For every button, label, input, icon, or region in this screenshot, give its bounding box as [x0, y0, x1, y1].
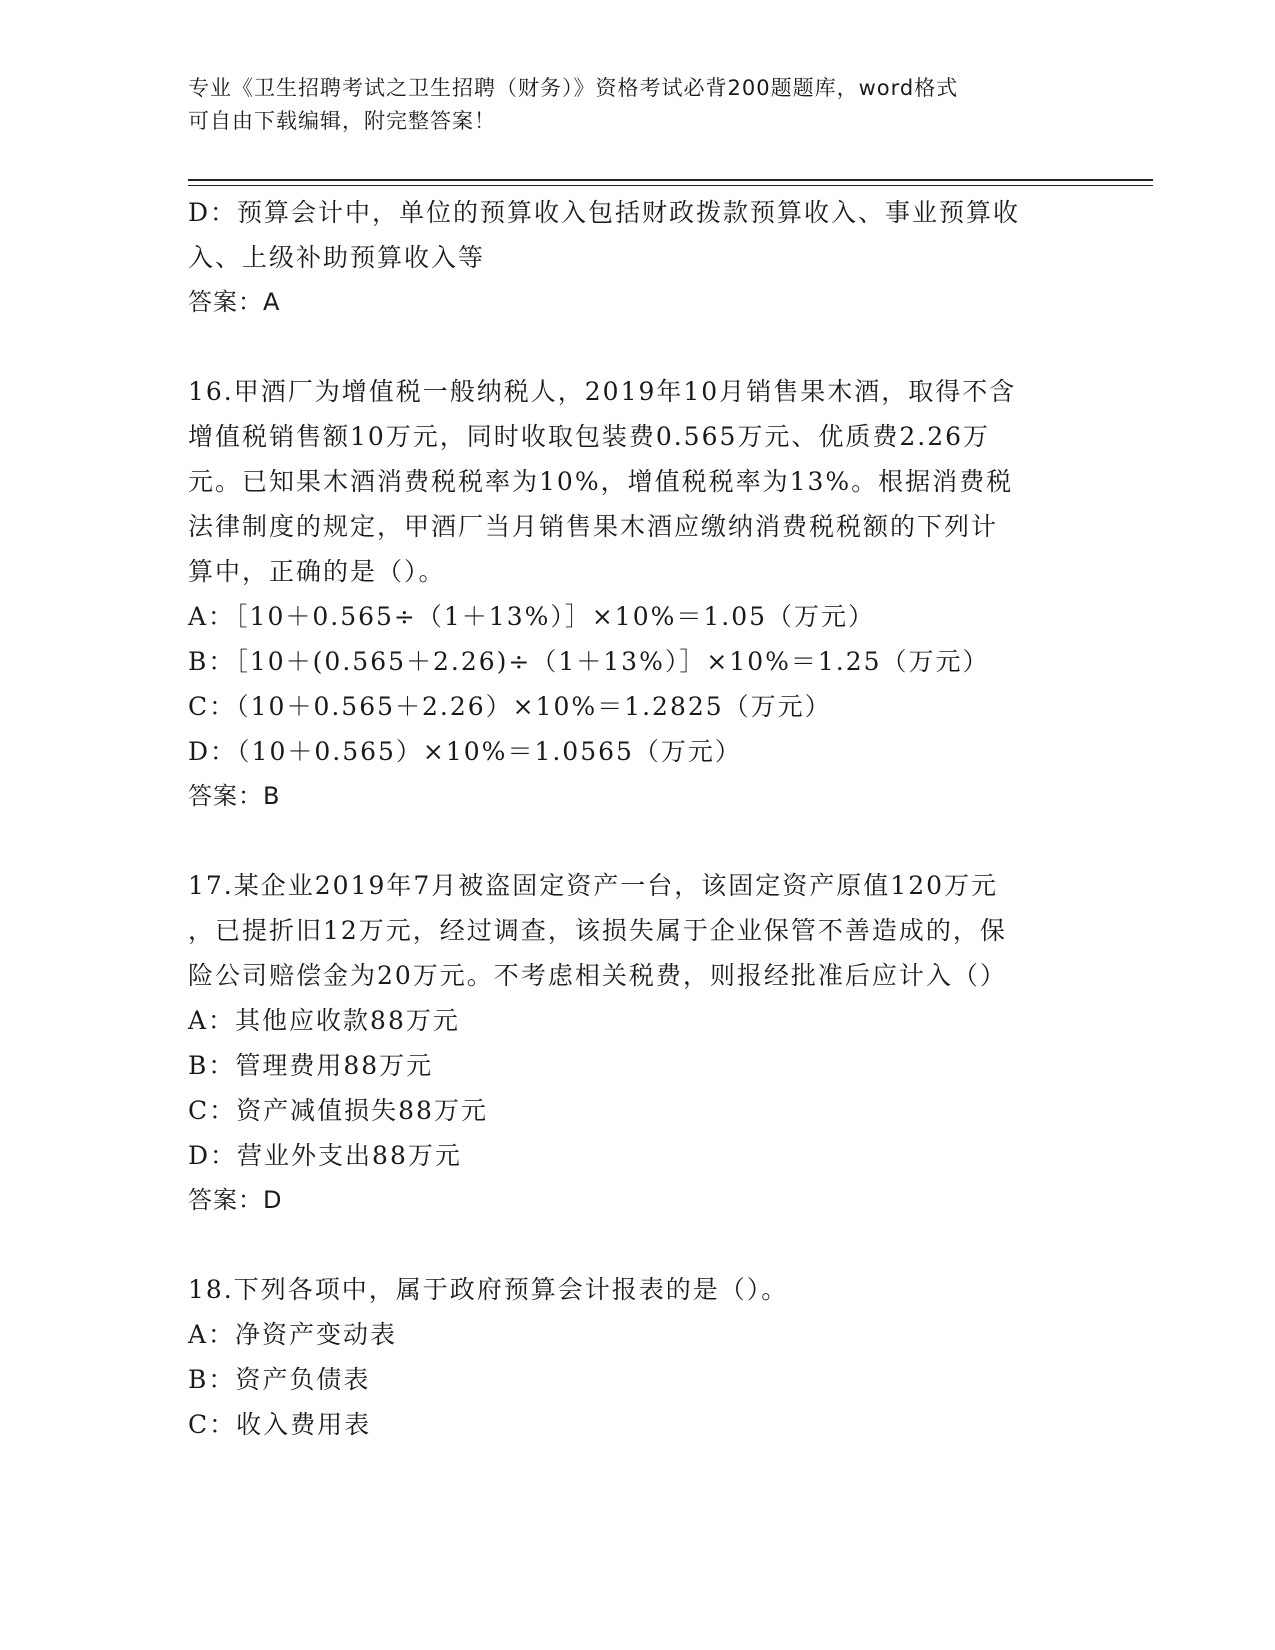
header-divider-thick: [188, 179, 1153, 181]
option-d: D：（10＋0.565）×10%＝1.0565（万元）: [188, 737, 742, 766]
question-stem-line: 法律制度的规定，甲酒厂当月销售果木酒应缴纳消费税税额的下列计: [188, 512, 999, 541]
answer-line: 答案：D: [188, 1186, 283, 1214]
option-c: C：收入费用表: [188, 1410, 372, 1439]
previous-question-tail: [188, 190, 1068, 325]
question-stem-line: 17.某企业2019年7月被盗固定资产一台，该固定资产原值120万元: [188, 871, 999, 900]
option-b: B：资产负债表: [188, 1365, 371, 1394]
document-body: [188, 190, 1068, 1447]
header-title-line-1: 专业《卫生招聘考试之卫生招聘（财务）》资格考试必背200题题库，word格式: [188, 76, 959, 100]
option-b: B：［10＋(0.565＋2.26)÷（1＋13%）］×10%＝1.25（万元）: [188, 647, 990, 676]
option-d: D：营业外支出88万元: [188, 1141, 462, 1170]
question-17: [188, 863, 1068, 1223]
question-stem-line: 18.下列各项中，属于政府预算会计报表的是（）。: [188, 1275, 789, 1304]
header-divider-thin: [188, 185, 1153, 186]
option-c: C：（10＋0.565＋2.26）×10%＝1.2825（万元）: [188, 692, 832, 721]
option-a: A：其他应收款88万元: [188, 1006, 460, 1035]
question-stem-line: 16.甲酒厂为增值税一般纳税人，2019年10月销售果木酒，取得不含: [188, 377, 1017, 406]
option-c: C：资产减值损失88万元: [188, 1096, 488, 1125]
answer-line: 答案：B: [188, 782, 281, 810]
header-title-line-2: 可自由下载编辑，附完整答案！: [188, 109, 496, 133]
question-stem-line: ，已提折旧12万元，经过调查，该损失属于企业保管不善造成的，保: [188, 916, 1007, 945]
question-stem-line: 元。已知果木酒消费税税率为10%，增值税税率为13%。根据消费税: [188, 467, 1014, 496]
option-d-line-1: D：预算会计中，单位的预算收入包括财政拨款预算收入、事业预算收: [188, 198, 1021, 227]
question-stem-line: 险公司赔偿金为20万元。不考虑相关税费，则报经批准后应计入（）: [188, 961, 1007, 990]
question-18: [188, 1267, 1068, 1447]
option-a: A：［10＋0.565÷（1＋13%）］×10%＝1.05（万元）: [188, 602, 876, 631]
answer-line: 答案：A: [188, 288, 281, 316]
option-b: B：管理费用88万元: [188, 1051, 434, 1080]
option-a: A：净资产变动表: [188, 1320, 398, 1349]
question-stem-line: 增值税销售额10万元，同时收取包装费0.565万元、优质费2.26万: [188, 422, 991, 451]
option-d-line-2: 入、上级补助预算收入等: [188, 243, 486, 272]
question-16: [188, 369, 1068, 819]
document-header: [188, 72, 1068, 138]
question-stem-line: 算中，正确的是（）。: [188, 557, 446, 586]
